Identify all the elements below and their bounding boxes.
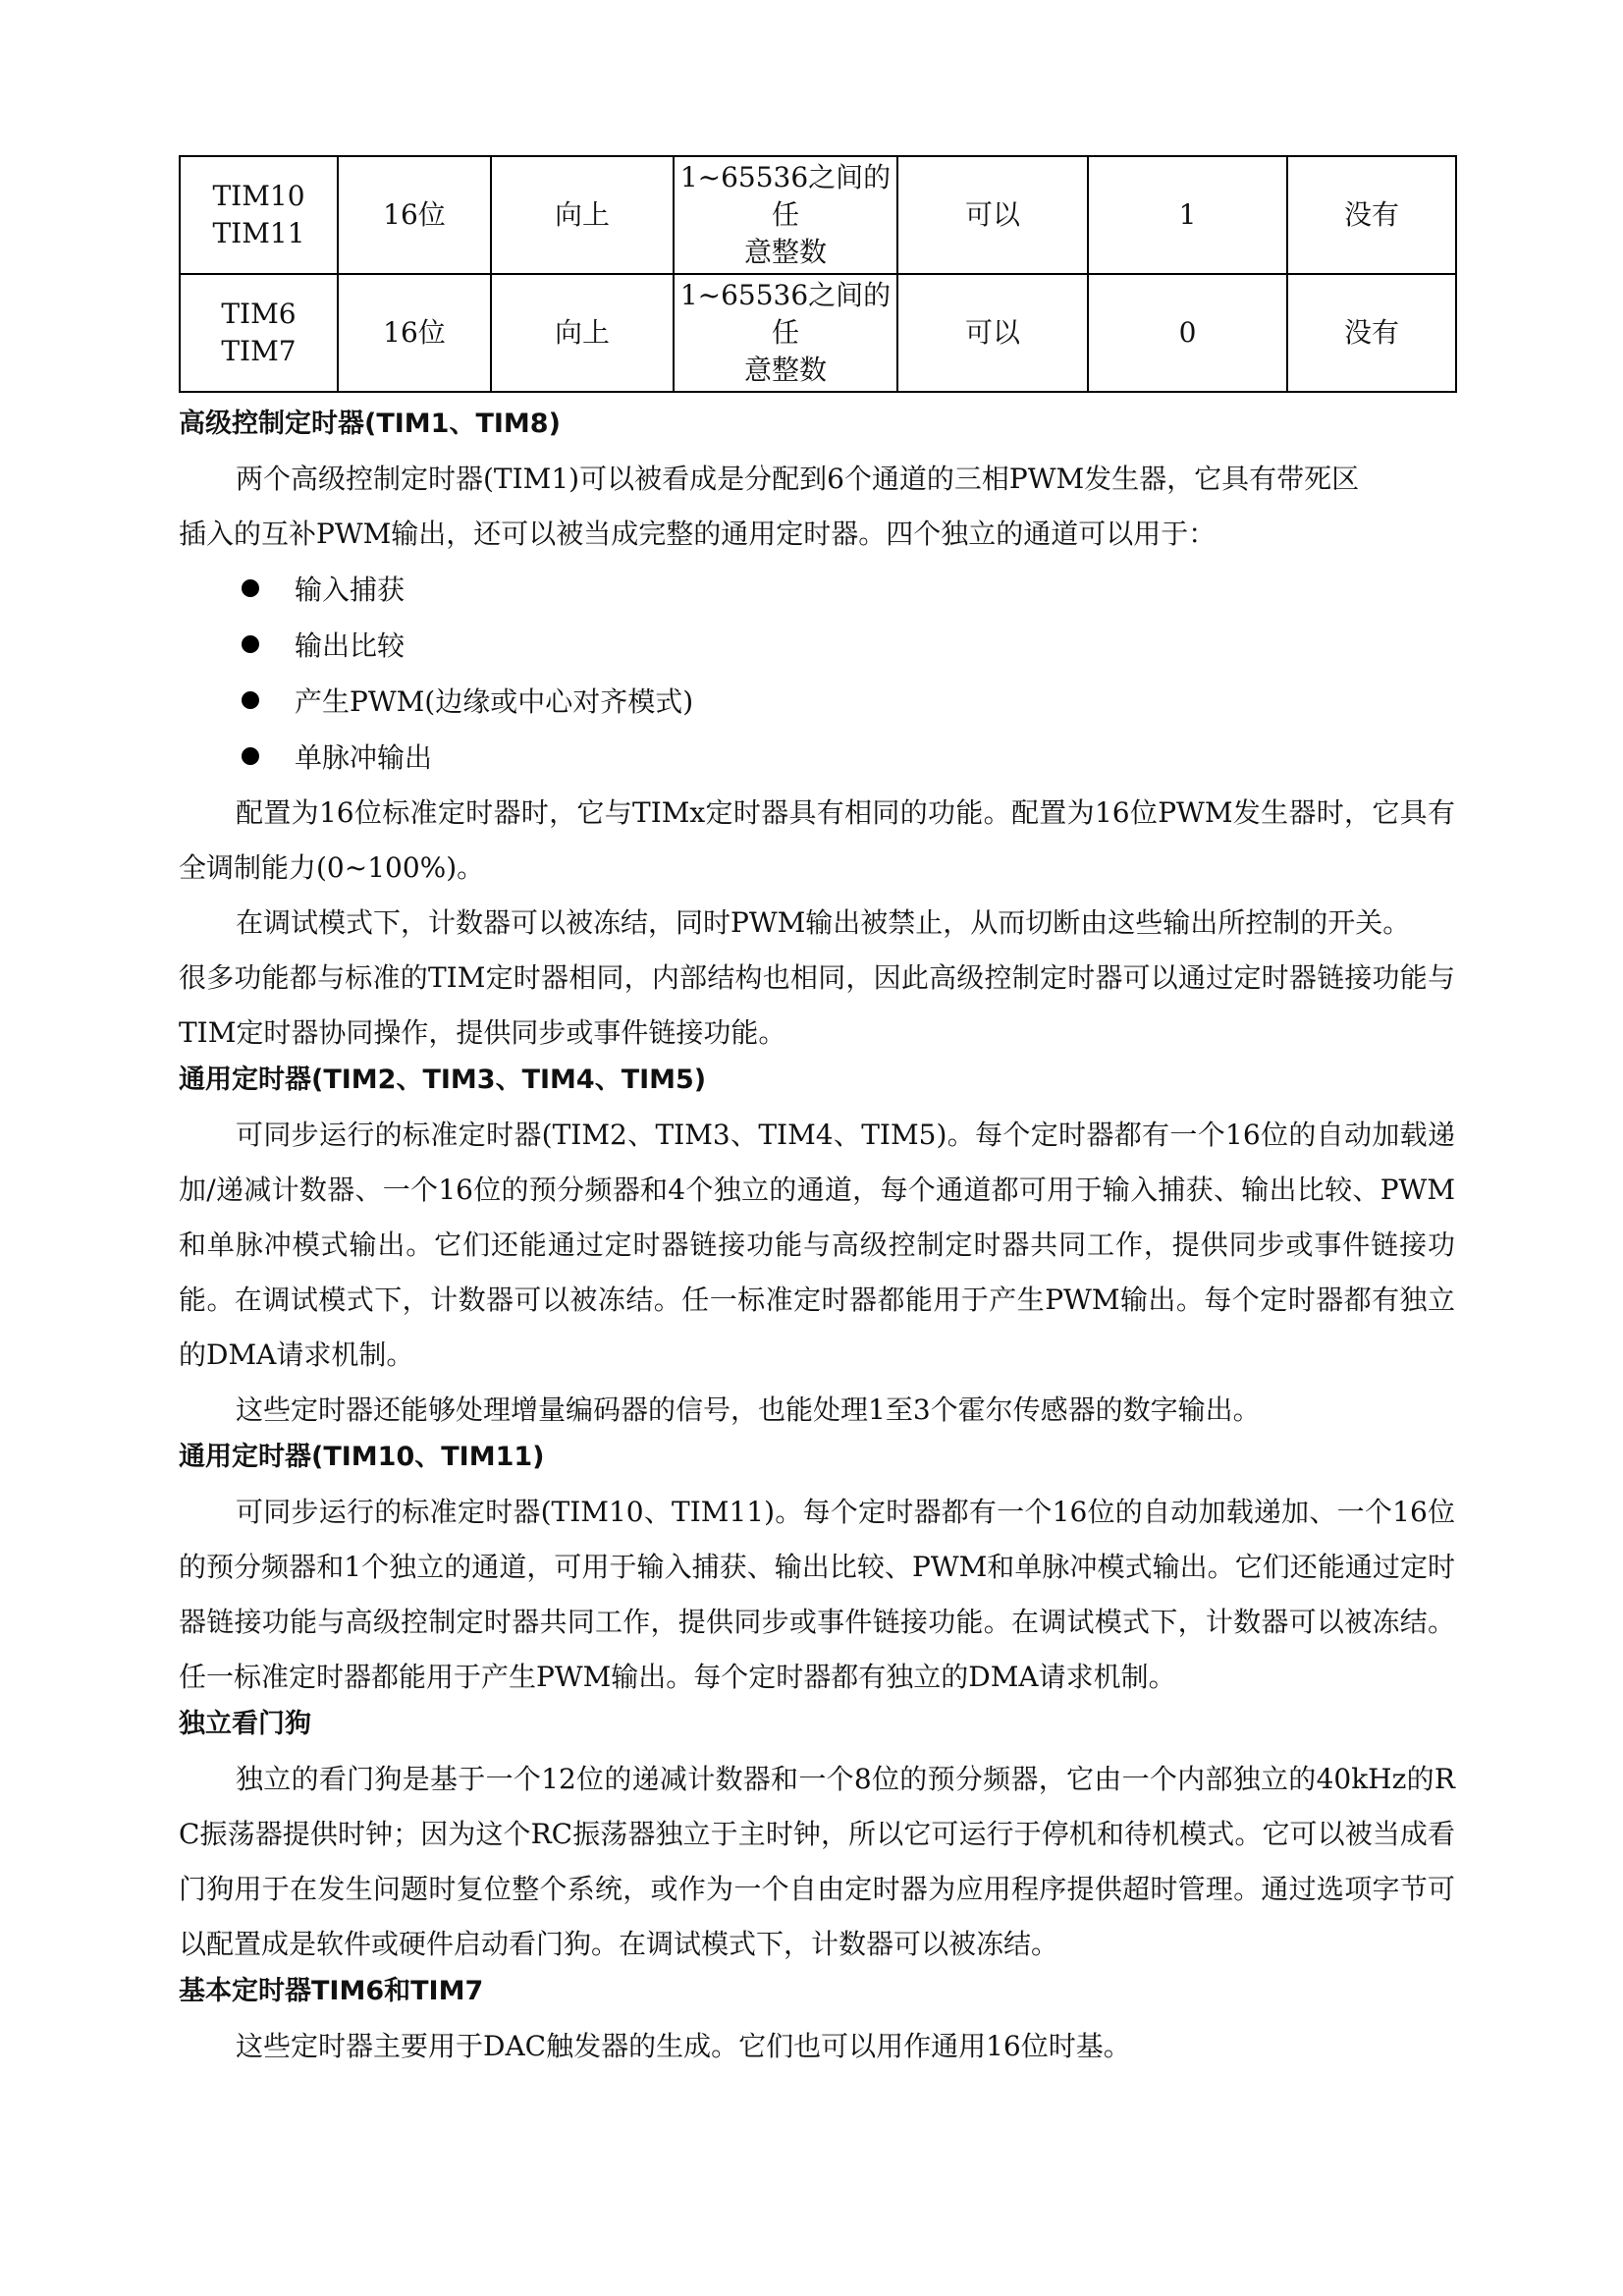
advanced-intro-line1: 两个高级控制定时器(TIM1)可以被看成是分配到6个通道的三相PWM发生器，它具有带死区	[236, 463, 1360, 495]
prescaler-text: 1~65536之间的任	[679, 279, 892, 349]
table-row	[180, 274, 1456, 392]
prescaler-cell	[674, 156, 897, 274]
count-direction-cell: 向上	[491, 274, 674, 392]
complementary-output-cell: 没有	[1287, 156, 1456, 274]
timer-name-cell	[180, 156, 338, 274]
prescaler-text: 意整数	[743, 354, 827, 386]
channels-cell: 0	[1088, 274, 1287, 392]
section-heading-advanced: 高级控制定时器(TIM1、TIM8)	[179, 409, 561, 439]
section-heading-general-tim2-5: 通用定时器(TIM2、TIM3、TIM4、TIM5)	[179, 1065, 707, 1095]
prescaler-cell	[674, 274, 897, 392]
section-heading-basic-timers: 基本定时器TIM6和TIM7	[179, 1976, 484, 2006]
advanced-paragraph-linking: 很多功能都与标准的TIM定时器相同，内部结构也相同，因此高级控制定时器可以通过定时器链接功能与TIM定时器协同操作，提供同步或事件链接功能。	[179, 961, 1455, 1049]
complementary-output-cell: 没有	[1287, 274, 1456, 392]
prescaler-text: 1~65536之间的任	[679, 161, 892, 231]
bullet-dot-icon	[242, 691, 259, 709]
dma-cell: 可以	[897, 156, 1088, 274]
count-direction-cell: 向上	[491, 156, 674, 274]
basic-timers-paragraph: 这些定时器主要用于DAC触发器的生成。它们也可以用作通用16位时基。	[236, 2030, 1131, 2062]
table-row	[180, 156, 1456, 274]
list-item-label: 输出比较	[295, 629, 406, 662]
timer-name: TIM10	[212, 180, 305, 212]
section-heading-watchdog: 独立看门狗	[179, 1709, 311, 1739]
advanced-paragraph-config: 配置为16位标准定时器时，它与TIMx定时器具有相同的功能。配置为16位PWM发生器时，它具有全调制能力(0~100%)。	[179, 796, 1455, 884]
list-item	[179, 618, 1455, 674]
prescaler-text: 意整数	[743, 236, 827, 268]
timer-name: TIM11	[212, 217, 305, 249]
channels-cell: 1	[1088, 156, 1287, 274]
counter-bits-cell: 16位	[338, 274, 491, 392]
list-item-label: 产生PWM(边缘或中心对齐模式)	[295, 685, 694, 718]
general-tim10-11-paragraph: 可同步运行的标准定时器(TIM10、TIM11)。每个定时器都有一个16位的自动加载递加、一个16位的预分频器和1个独立的通道，可用于输入捕获、输出比较、PWM和单脉冲模式输出。它们还能通过定时器链接功能与高级控制定时器共同工作，提供同步或事件链接功能。在调试模式下，计数器可以被冻结。任一标准定时器都能用于产生PWM输出。每个定时器都有独立的DMA请求机制。	[179, 1496, 1455, 1693]
timer-name: TIM6	[221, 298, 297, 330]
general-tim2-5-paragraph: 可同步运行的标准定时器(TIM2、TIM3、TIM4、TIM5)。每个定时器都有一个16位的自动加载递加/递减计数器、一个16位的预分频器和4个独立的通道，每个通道都可用于输入捕获、输出比较、PWM和单脉冲模式输出。它们还能通过定时器链接功能与高级控制定时器共同工作，提供同步或事件链接功能。在调试模式下，计数器可以被冻结。任一标准定时器都能用于产生PWM输出。每个定时器都有独立的DMA请求机制。	[179, 1119, 1455, 1371]
general-tim2-5-encoder-paragraph: 这些定时器还能够处理增量编码器的信号，也能处理1至3个霍尔传感器的数字输出。	[236, 1394, 1261, 1426]
bullet-dot-icon	[242, 635, 259, 653]
bullet-dot-icon	[242, 579, 259, 597]
bullet-dot-icon	[242, 747, 259, 765]
document-page	[179, 155, 1455, 2074]
list-item	[179, 730, 1455, 786]
counter-bits-cell: 16位	[338, 156, 491, 274]
dma-cell: 可以	[897, 274, 1088, 392]
timer-name-cell	[180, 274, 338, 392]
timer-spec-table	[179, 155, 1457, 393]
list-item-label: 输入捕获	[295, 574, 406, 606]
list-item	[179, 674, 1455, 730]
list-item	[179, 562, 1455, 618]
watchdog-paragraph: 独立的看门狗是基于一个12位的递减计数器和一个8位的预分频器，它由一个内部独立的40kHz的RC振荡器提供时钟；因为这个RC振荡器独立于主时钟，所以它可运行于停机和待机模式。它可以被当成看门狗用于在发生问题时复位整个系统，或作为一个自由定时器为应用程序提供超时管理。通过选项字节可以配置成是软件或硬件启动看门狗。在调试模式下，计数器可以被冻结。	[179, 1763, 1455, 1960]
advanced-intro-line2: 插入的互补PWM输出，还可以被当成完整的通用定时器。四个独立的通道可以用于：	[179, 518, 1217, 550]
timer-name: TIM7	[221, 335, 297, 367]
list-item-label: 单脉冲输出	[295, 741, 433, 774]
section-heading-general-tim10-11: 通用定时器(TIM10、TIM11)	[179, 1442, 545, 1472]
advanced-paragraph-debug: 在调试模式下，计数器可以被冻结，同时PWM输出被禁止，从而切断由这些输出所控制的开关。	[236, 906, 1411, 939]
advanced-channel-uses-list	[179, 562, 1455, 786]
